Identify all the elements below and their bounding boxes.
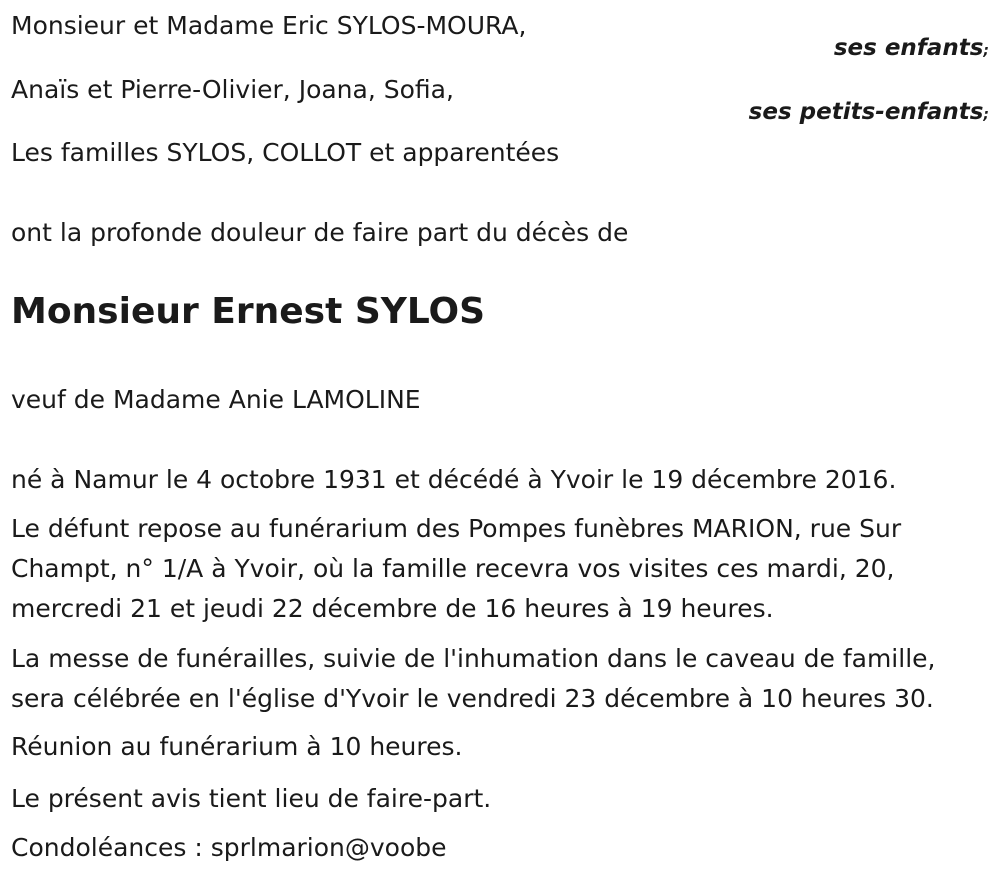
meeting-line: Réunion au funérarium à 10 heures. <box>11 732 463 761</box>
grandchildren-role-separator: ; <box>983 107 989 123</box>
grandchildren-role <box>749 96 989 131</box>
notice-line: Le présent avis tient lieu de faire-part. <box>11 784 492 813</box>
birth-death-line: né à Namur le 4 octobre 1931 et décédé à Yvoir le 19 décembre 2016. <box>11 465 897 494</box>
relatives-line: Les familles SYLOS, COLLOT et apparentées <box>11 138 560 167</box>
condolences-line: Condoléances : sprlmarion@voobe <box>11 833 447 862</box>
children-role-separator: ; <box>983 43 989 59</box>
children-role <box>834 32 989 67</box>
children-names: Monsieur et Madame Eric SYLOS-MOURA, <box>11 11 527 40</box>
mass-line-1: La messe de funérailles, suivie de l'inhumation dans le caveau de famille, <box>11 644 936 673</box>
mass-line-2: sera célébrée en l'église d'Yvoir le vendredi 23 décembre à 10 heures 30. <box>11 684 934 713</box>
children-role-label: ses enfants <box>833 35 984 61</box>
deceased-name: Monsieur Ernest SYLOS <box>11 291 486 332</box>
grandchildren-names: Anaïs et Pierre-Olivier, Joana, Sofia, <box>11 75 454 104</box>
repose-line-1: Le défunt repose au funérarium des Pompes funèbres MARION, rue Sur <box>11 514 902 543</box>
announcement-intro: ont la profonde douleur de faire part du décès de <box>11 218 629 247</box>
repose-line-2: Champt, n° 1/A à Yvoir, où la famille recevra vos visites ces mardi, 20, <box>11 554 895 583</box>
repose-paragraph <box>11 509 989 629</box>
mass-paragraph <box>11 639 989 719</box>
widower-line: veuf de Madame Anie LAMOLINE <box>11 385 421 414</box>
repose-line-3: mercredi 21 et jeudi 22 décembre de 16 heures à 19 heures. <box>11 594 774 623</box>
grandchildren-role-label: ses petits-enfants <box>748 99 984 125</box>
